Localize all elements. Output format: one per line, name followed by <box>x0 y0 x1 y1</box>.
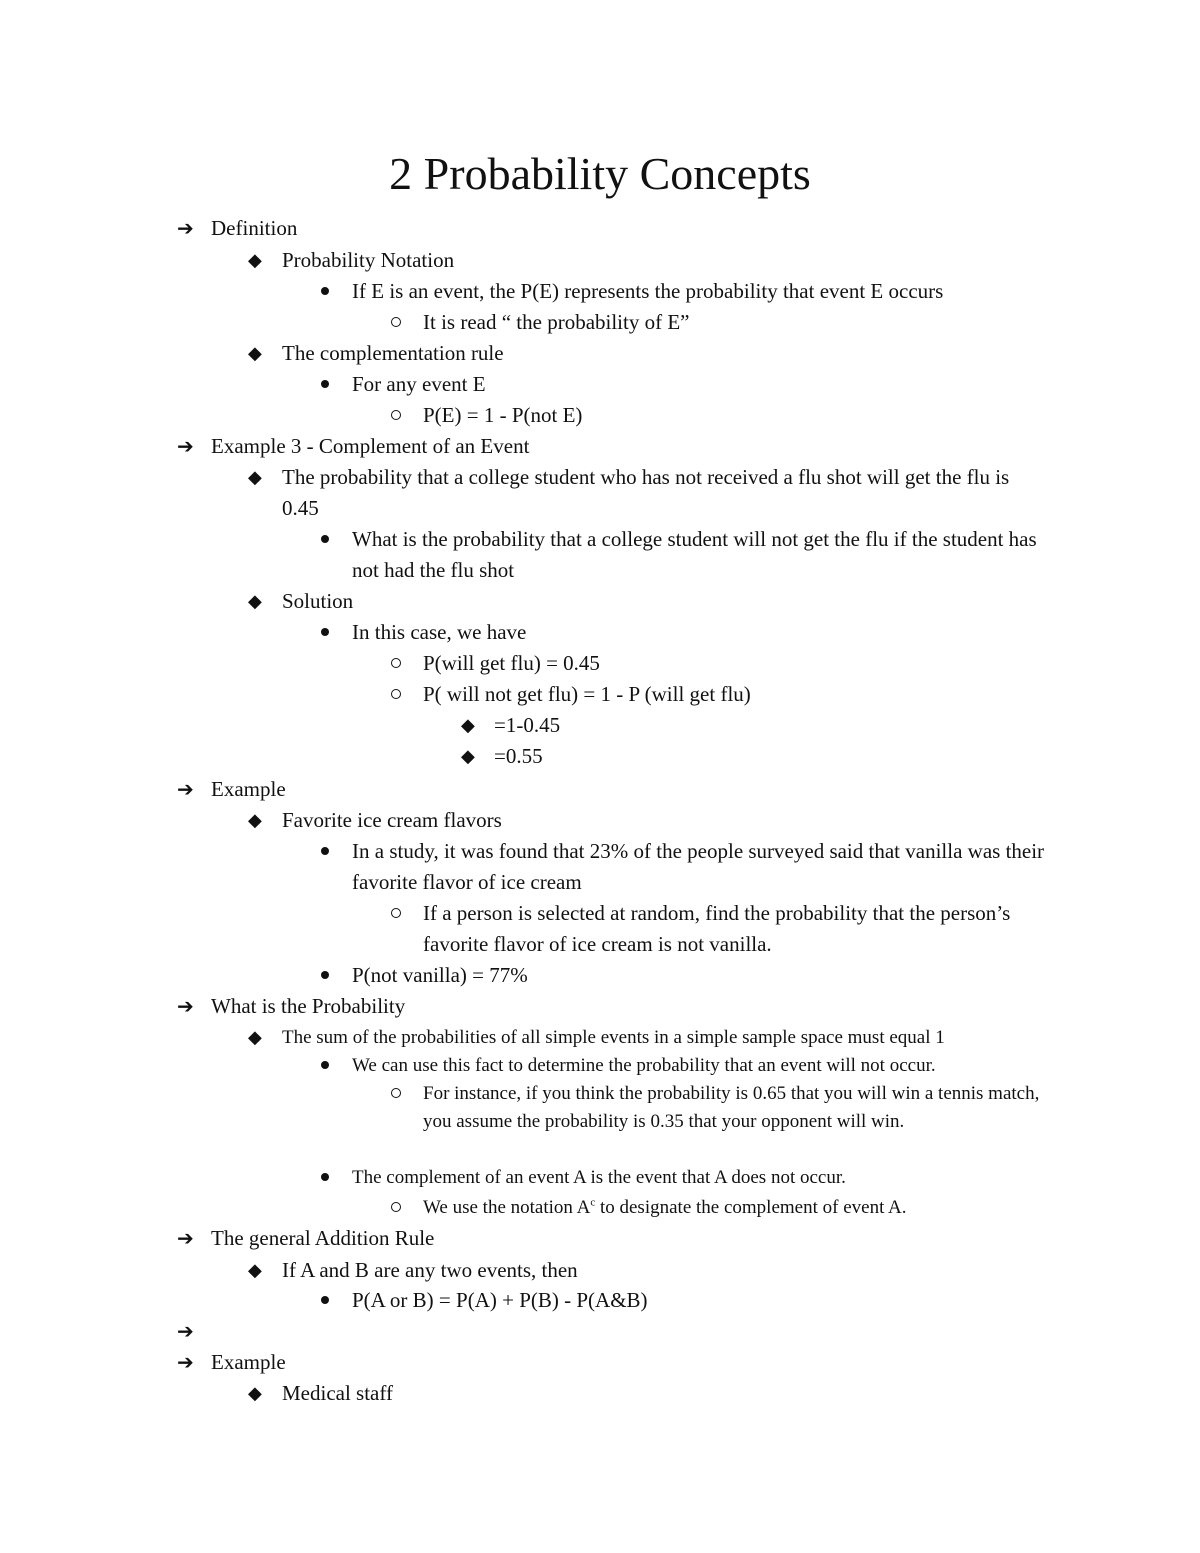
outline-item-text: Probability Notation <box>282 248 455 272</box>
outline-item-text: What is the Probability <box>211 994 406 1018</box>
outline-item-text: It is read “ the probability of E” <box>423 310 690 334</box>
circle-bullet-icon <box>390 1194 414 1222</box>
dot-bullet-icon <box>319 1164 343 1192</box>
circle-bullet-icon <box>390 1080 414 1108</box>
circle-bullet-icon <box>390 307 414 338</box>
outline-item-text: We can use this fact to determine the probability that an event will not occur. <box>352 1055 936 1076</box>
outline-item-text: P( will not get flu) = 1 - P (will get flu) <box>423 682 751 706</box>
dot-bullet-icon <box>319 617 343 648</box>
circle-bullet-icon <box>390 898 414 929</box>
dot-bullet-icon <box>319 1285 343 1316</box>
arrow-bullet-icon: ➔ <box>177 994 194 1018</box>
dot-bullet-icon <box>319 369 343 400</box>
diamond-bullet-icon: ◆ <box>248 591 262 612</box>
outline-item-text: P(E) = 1 - P(not E) <box>423 403 583 427</box>
arrow-bullet-icon: ➔ <box>177 434 194 458</box>
outline-item-text: The sum of the probabilities of all simple events in a simple sample space must equal 1 <box>282 1027 945 1048</box>
outline-item-text: If a person is selected at random, find the probability that the person’s favorite flavor of ice cream is not vanilla. <box>423 901 1011 956</box>
arrow-bullet-icon: ➔ <box>177 1350 194 1374</box>
outline-item-text: The complementation rule <box>282 341 504 365</box>
outline-item-text: Medical staff <box>282 1381 393 1405</box>
outline-item-text: If E is an event, the P(E) represents the probability that event E occurs <box>352 279 944 303</box>
outline-item-text: P(will get flu) = 0.45 <box>423 651 600 675</box>
outline-item-text: The complement of an event A is the event that A does not occur. <box>352 1167 846 1188</box>
dot-bullet-icon <box>319 1052 343 1080</box>
dot-bullet-icon <box>319 836 343 867</box>
diamond-bullet-icon: ◆ <box>248 1027 262 1048</box>
outline-item-text: Definition <box>211 216 298 240</box>
diamond-bullet-icon: ◆ <box>461 715 475 736</box>
diamond-bullet-icon: ◆ <box>248 1383 262 1404</box>
outline-item-text: In a study, it was found that 23% of the people surveyed said that vanilla was their favorite flavor of ice cream <box>352 839 1045 894</box>
dot-bullet-icon <box>319 524 343 555</box>
arrow-bullet-icon: ➔ <box>177 216 194 240</box>
circle-bullet-icon <box>390 648 414 679</box>
page-title: 2 Probability Concepts <box>389 148 811 199</box>
outline-item-text: Solution <box>282 589 354 613</box>
outline-item-text: The probability that a college student who has not received a flu shot will get the flu is 0.45 <box>282 465 1010 520</box>
outline-item-text: Favorite ice cream flavors <box>282 808 502 832</box>
diamond-bullet-icon: ◆ <box>248 250 262 271</box>
outline-item-text: For instance, if you think the probability is 0.65 that you will win a tennis match, you assume the probability is 0.35 that your opponent will win. <box>423 1083 1040 1132</box>
dot-bullet-icon <box>319 276 343 307</box>
arrow-bullet-icon: ➔ <box>177 1226 194 1250</box>
outline-item-text: Example <box>211 1350 286 1374</box>
outline-item-text: =0.55 <box>494 744 543 768</box>
outline-item-text: Example <box>211 777 286 801</box>
diamond-bullet-icon: ◆ <box>248 1260 262 1281</box>
circle-bullet-icon <box>390 679 414 710</box>
diamond-bullet-icon: ◆ <box>461 746 475 767</box>
outline-item-text: If A and B are any two events, then <box>282 1258 578 1282</box>
circle-bullet-icon <box>390 400 414 431</box>
outline-item-text: For any event E <box>352 372 486 396</box>
diamond-bullet-icon: ◆ <box>248 343 262 364</box>
outline-item-text: What is the probability that a college student will not get the flu if the student has not had the flu shot <box>352 527 1037 582</box>
outline-item-text: P(A or B) = P(A) + P(B) - P(A&B) <box>352 1288 648 1312</box>
outline-item-text: The general Addition Rule <box>211 1226 435 1250</box>
outline-item-text: In this case, we have <box>352 620 527 644</box>
diamond-bullet-icon: ◆ <box>248 810 262 831</box>
outline-item-text: Example 3 - Complement of an Event <box>211 434 530 458</box>
outline-item-text: P(not vanilla) = 77% <box>352 963 528 987</box>
arrow-bullet-icon: ➔ <box>177 777 194 801</box>
diamond-bullet-icon: ◆ <box>248 467 262 488</box>
outline-item-text: =1-0.45 <box>494 713 561 737</box>
dot-bullet-icon <box>319 960 343 991</box>
arrow-bullet-icon: ➔ <box>177 1319 194 1343</box>
outline-item-text: We use the notation $A^c$ to designate the complement of event A. <box>423 1196 907 1218</box>
